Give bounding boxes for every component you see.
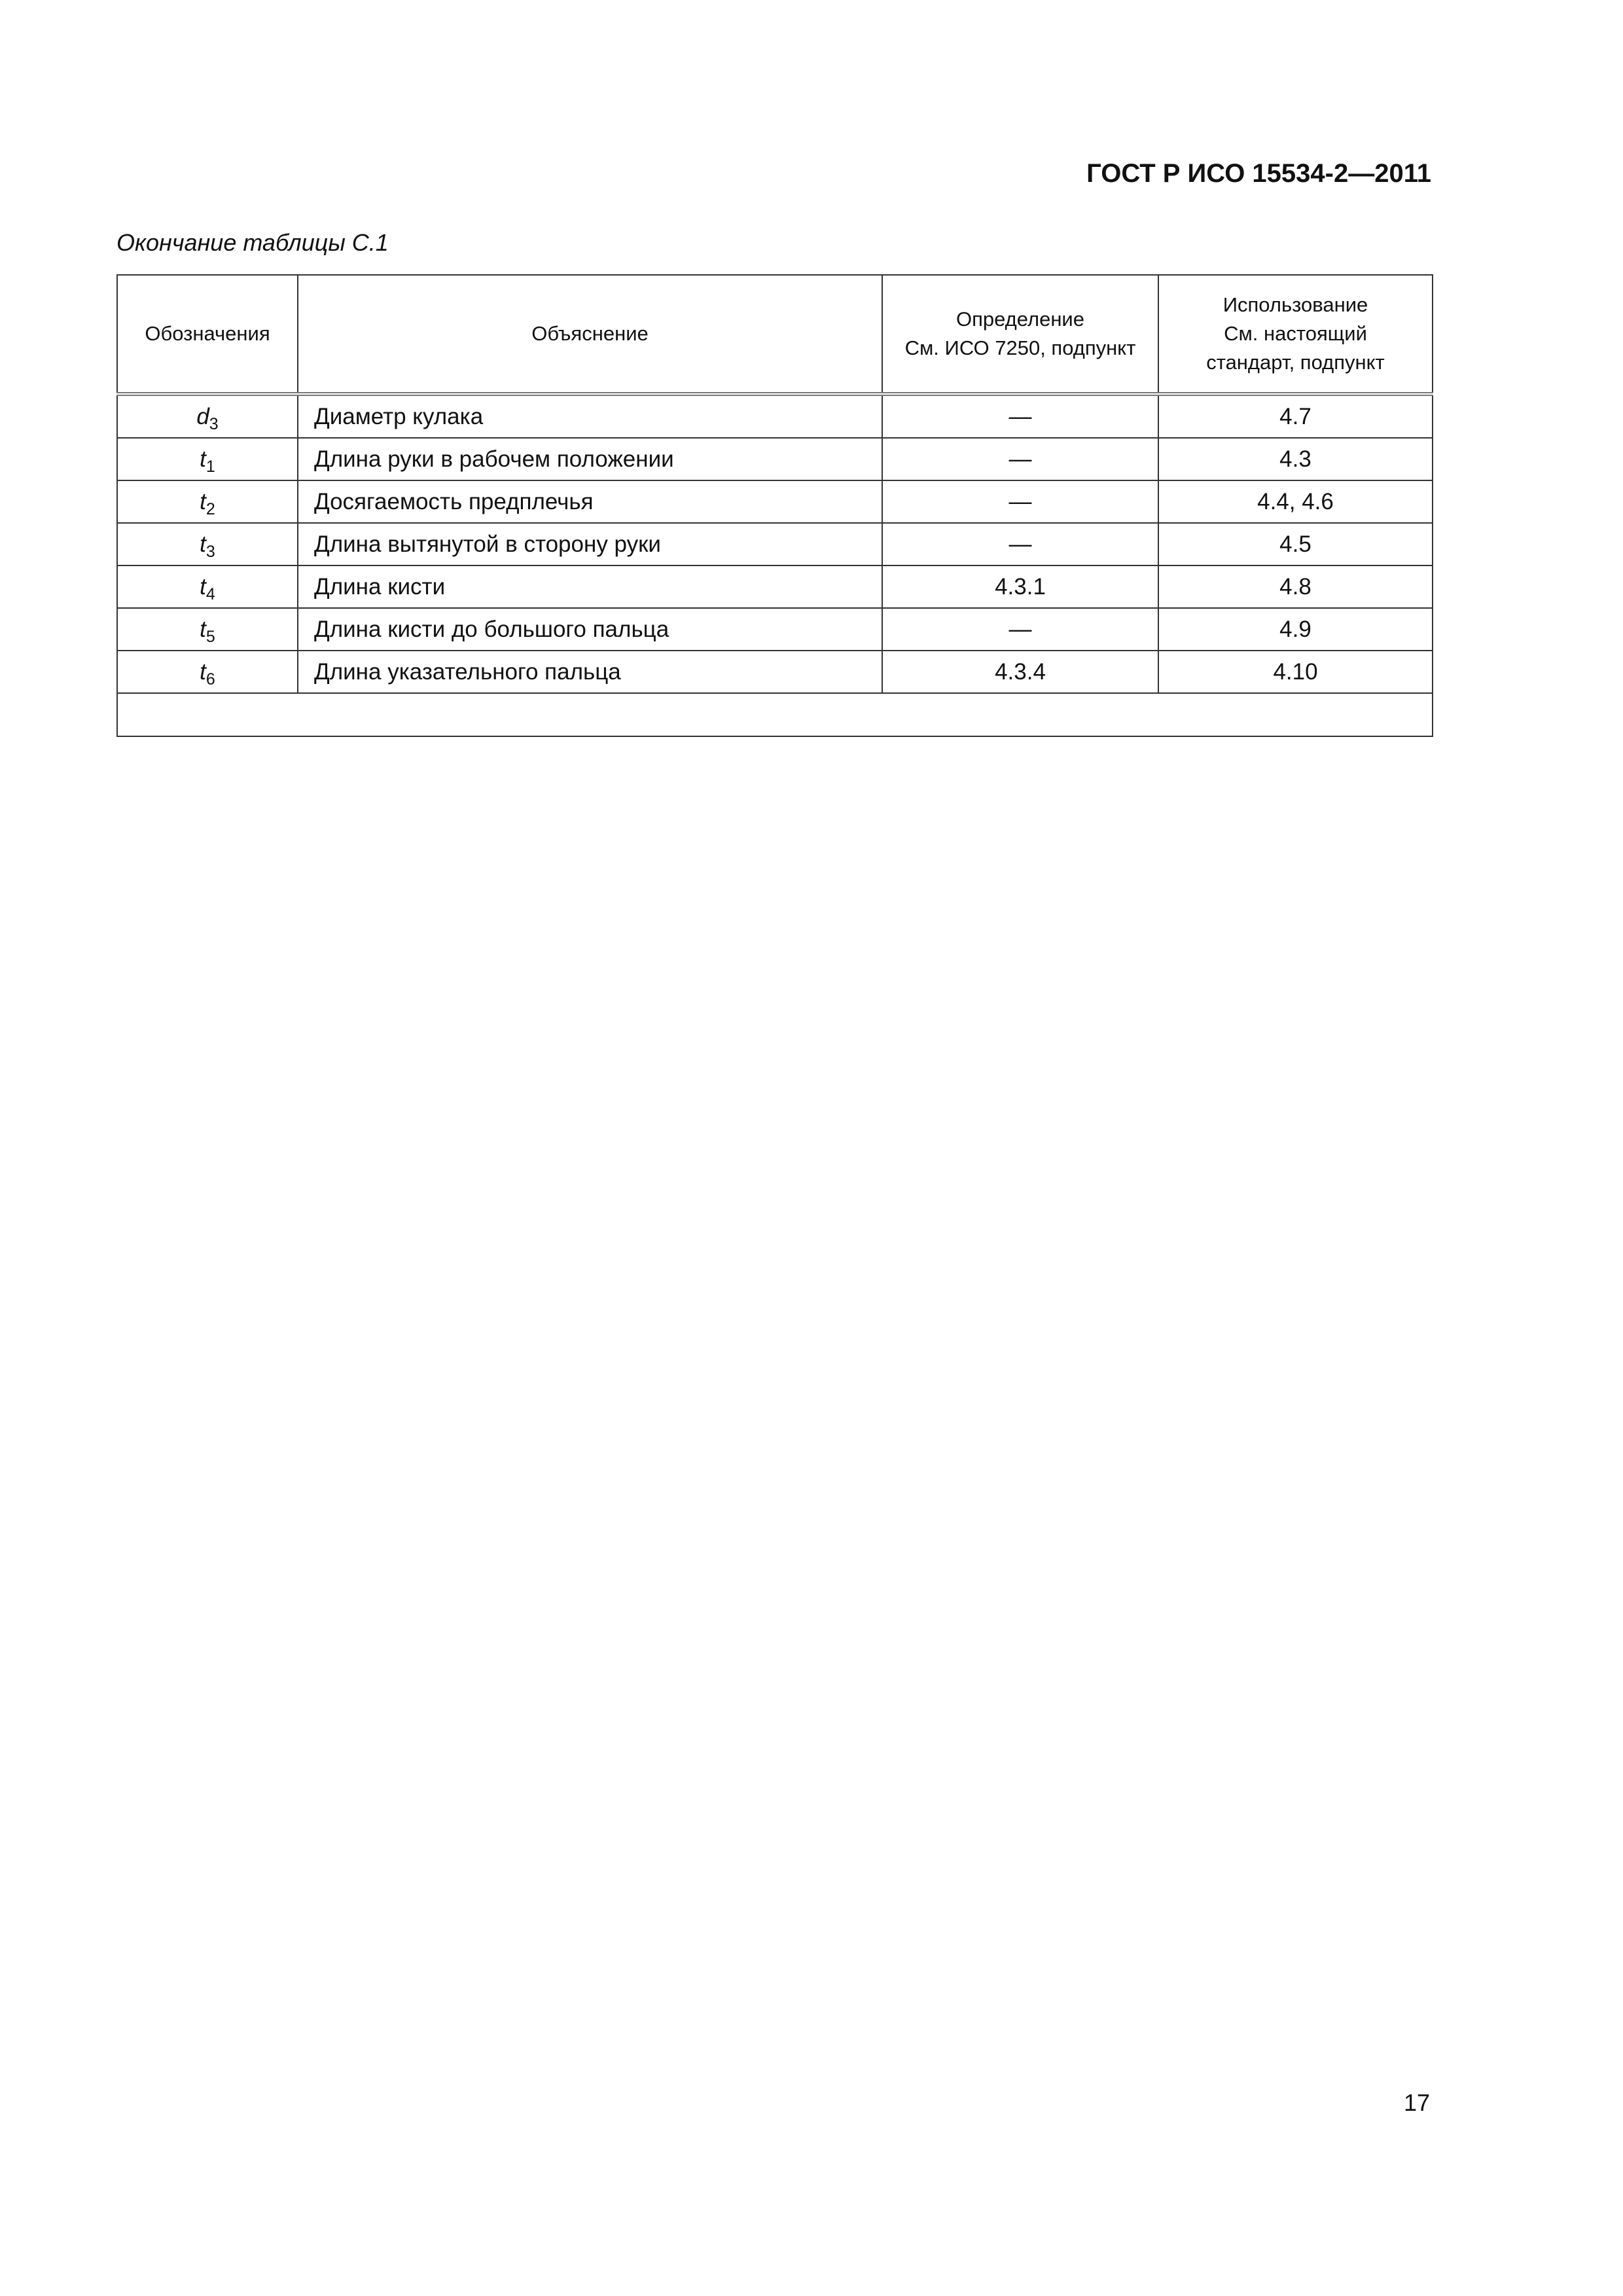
symbol-subscript: 3 [205, 542, 215, 561]
use-cell: 4.5 [1158, 523, 1433, 565]
symbol-letter: t [200, 446, 206, 472]
symbol-subscript: 5 [205, 627, 215, 646]
symbol-cell [117, 565, 298, 608]
symbol-cell [117, 480, 298, 523]
table-row [117, 608, 1433, 651]
use-cell: 4.3 [1158, 438, 1433, 480]
header-definition-line1: Определение [955, 308, 1084, 331]
definition-cell: — [882, 438, 1158, 480]
table-row [117, 438, 1433, 480]
symbol-subscript: 2 [205, 499, 215, 518]
explanation-cell: Диаметр кулака [298, 394, 882, 438]
explanation-cell: Досягаемость предплечья [298, 480, 882, 523]
explanation-cell: Длина кисти [298, 565, 882, 608]
table-empty-row [117, 693, 1433, 736]
symbol-cell [117, 438, 298, 480]
symbol-letter: t [200, 488, 206, 514]
definition-cell: — [882, 394, 1158, 438]
symbol-subscript: 3 [209, 414, 219, 433]
use-cell: 4.7 [1158, 394, 1433, 438]
symbol-letter: t [200, 573, 206, 600]
symbols-table-container [116, 274, 1432, 737]
document-code: ГОСТ Р ИСО 15534-2—2011 [1086, 159, 1431, 188]
table-caption: Окончание таблицы С.1 [116, 229, 389, 256]
table-row [117, 523, 1433, 565]
use-cell: 4.10 [1158, 651, 1433, 693]
definition-cell: 4.3.1 [882, 565, 1158, 608]
header-explanation: Объяснение [298, 275, 882, 394]
table-header-row [117, 275, 1433, 394]
definition-cell: 4.3.4 [882, 651, 1158, 693]
definition-cell: — [882, 523, 1158, 565]
symbol-cell [117, 608, 298, 651]
symbol-letter: d [196, 403, 209, 429]
table-row [117, 394, 1433, 438]
empty-cell [117, 693, 1433, 736]
symbol-subscript: 1 [205, 457, 215, 476]
definition-cell: — [882, 480, 1158, 523]
symbol-letter: t [200, 531, 206, 557]
header-symbol: Обозначения [117, 275, 298, 394]
symbol-letter: t [200, 616, 206, 642]
symbols-table [116, 274, 1433, 737]
explanation-cell: Длина кисти до большого пальца [298, 608, 882, 651]
page-number: 17 [1403, 2089, 1430, 2116]
explanation-cell: Длина вытянутой в сторону руки [298, 523, 882, 565]
explanation-cell: Длина указательного пальца [298, 651, 882, 693]
symbol-cell [117, 394, 298, 438]
table-row [117, 480, 1433, 523]
symbol-subscript: 6 [205, 670, 215, 689]
header-use-line1: Использование [1222, 293, 1368, 316]
use-cell: 4.9 [1158, 608, 1433, 651]
use-cell: 4.4, 4.6 [1158, 480, 1433, 523]
symbol-subscript: 4 [205, 584, 215, 603]
table-row [117, 565, 1433, 608]
header-use-line3: стандарт, подпункт [1206, 351, 1385, 374]
header-use-line2: См. настоящий [1224, 322, 1367, 345]
explanation-cell: Длина руки в рабочем положении [298, 438, 882, 480]
symbol-cell [117, 523, 298, 565]
header-definition [882, 275, 1158, 394]
use-cell: 4.8 [1158, 565, 1433, 608]
table-row [117, 651, 1433, 693]
definition-cell: — [882, 608, 1158, 651]
header-use [1158, 275, 1433, 394]
symbol-letter: t [200, 658, 206, 685]
header-definition-line2: См. ИСО 7250, подпункт [904, 336, 1136, 359]
symbol-cell [117, 651, 298, 693]
